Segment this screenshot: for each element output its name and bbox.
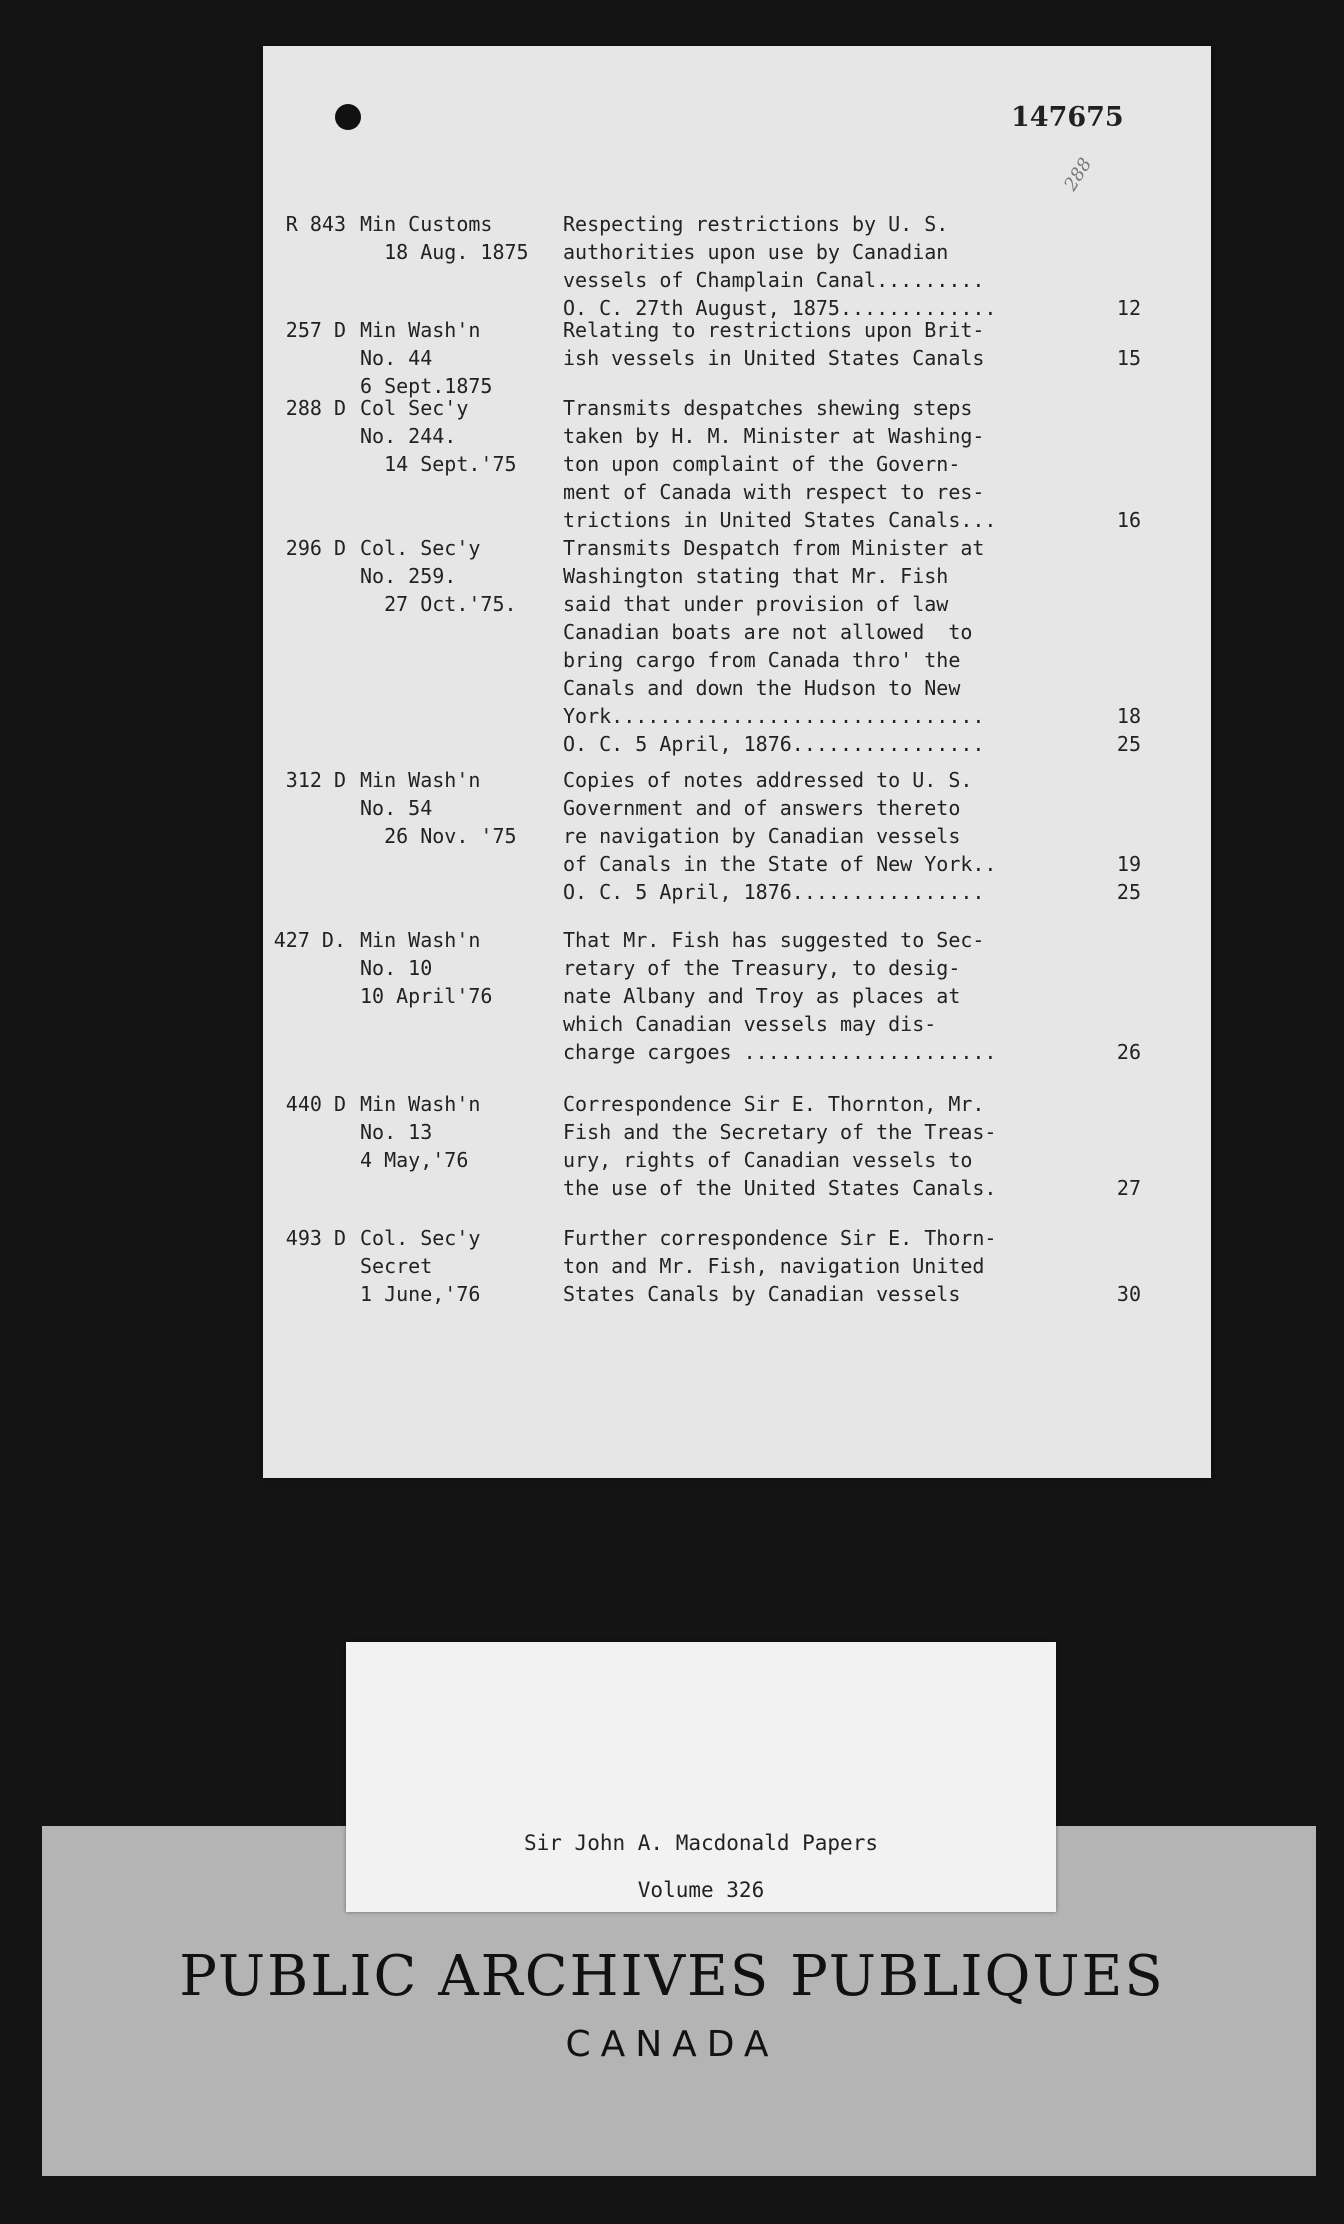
entry-meta: Min Wash'n No. 54 26 Nov. '75 [360,768,517,848]
entry-pages: 27 [1116,1176,1141,1200]
entry-description: That Mr. Fish has suggested to Sec- retary of the Treasury, to desig- nate Albany and Troy as places at which Canadian vessels may dis- charge cargoes ..................... [563,928,997,1064]
pencil-note: 288 [1060,154,1097,195]
list-item [263,926,1211,1090]
entry-ref: 427 D. [273,928,346,952]
archives-title: PUBLIC ARCHIVES PUBLIQUES [179,1944,1165,2009]
entry-meta: Col Sec'y No. 244. 14 Sept.'75 [360,396,517,476]
entry-pages: 18 25 [1116,704,1141,756]
entry-ref: 312 D [285,768,346,792]
collection-name: Sir John A. Macdonald Papers [523,1831,878,1855]
entry-ref: 288 D [285,396,346,420]
entry-pages: 26 [1116,1040,1141,1064]
list-item [263,210,1211,320]
entry-list [263,210,1211,1314]
document-number: 147675 [1011,102,1124,133]
volume-label-card [346,1642,1056,1912]
entry-meta: Min Wash'n No. 13 4 May,'76 [360,1092,481,1172]
entry-pages: 15 [1116,346,1141,370]
entry-ref: 493 D [285,1226,346,1250]
list-item [263,316,1211,398]
entry-description: Further correspondence Sir E. Thorn- ton and Mr. Fish, navigation United States Canals by Canadian vessels [563,1226,997,1306]
document-page [263,46,1211,1478]
archives-subtitle: CANADA [565,2024,779,2065]
entry-description: Respecting restrictions by U. S. authorities upon use by Canadian vessels of Champlain Canal......... O. C. 27th August, 1875............. [563,212,997,320]
entry-description: Transmits despatches shewing steps taken by H. M. Minister at Washing- ton upon complaint of the Govern- ment of Canada with respect to res- trictions in United States Canals... [563,396,997,532]
entry-pages: 16 [1116,508,1141,532]
entry-ref: 296 D [285,536,346,560]
entry-ref: 257 D [285,318,346,342]
entry-pages: 12 [1116,296,1141,320]
entry-description: Relating to restrictions upon Brit- ish vessels in United States Canals [563,318,985,370]
entry-meta: Col. Sec'y Secret 1 June,'76 [360,1226,481,1306]
entry-description: Correspondence Sir E. Thornton, Mr. Fish and the Secretary of the Treas- ury, rights of Canadian vessels to the use of the United States Canals. [563,1092,997,1200]
entry-description: Copies of notes addressed to U. S. Government and of answers thereto re navigation by Canadian vessels of Canals in the State of New York.. O. C. 5 April, 1876................ [563,768,997,904]
list-item [263,1224,1211,1314]
entry-meta: Min Wash'n No. 10 10 April'76 [360,928,493,1008]
punch-hole [335,104,361,130]
entry-pages: 19 25 [1116,852,1141,904]
entry-meta: Min Wash'n No. 44 6 Sept.1875 [360,318,493,398]
list-item [263,394,1211,534]
list-item [263,766,1211,926]
entry-ref: 440 D [285,1092,346,1116]
volume-number: Volume 326 [637,1878,765,1902]
entry-description: Transmits Despatch from Minister at Washington stating that Mr. Fish said that under provision of law Canadian boats are not allowed to bring cargo from Canada thro' the Canals and down the Hudson to New York............................... O. C. 5 April, 1876................ [563,536,985,756]
list-item [263,1090,1211,1224]
list-item [263,534,1211,766]
entry-meta: Col. Sec'y No. 259. 27 Oct.'75. [360,536,517,616]
entry-ref: R 843 [285,212,346,236]
entry-pages: 30 [1116,1282,1141,1306]
entry-meta: Min Customs 18 Aug. 1875 [360,212,529,264]
